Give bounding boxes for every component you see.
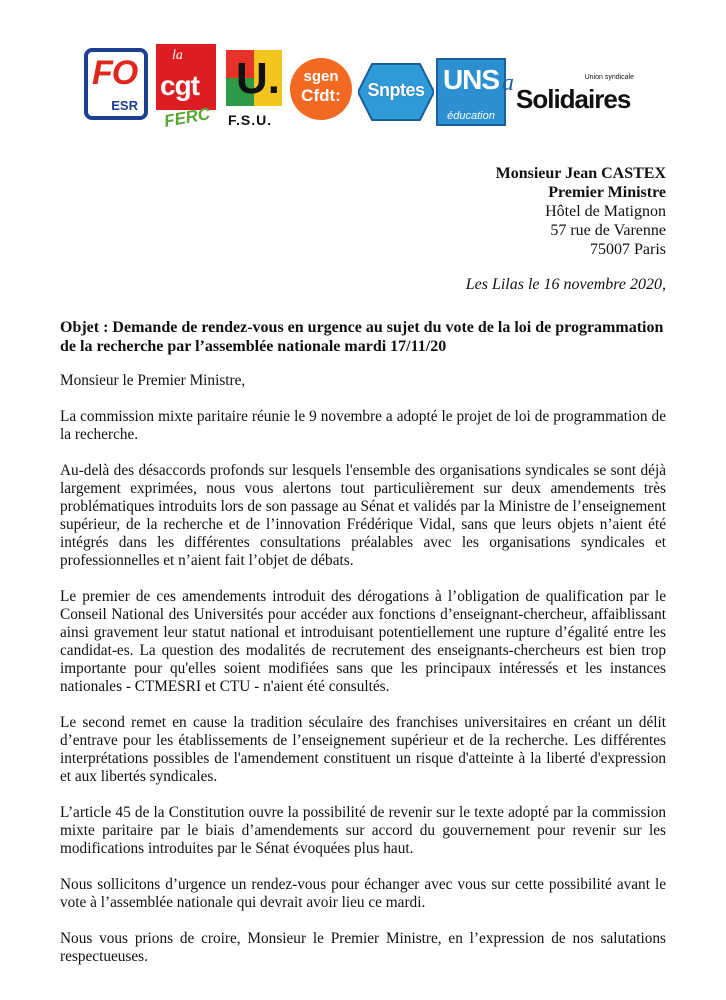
unsa-logo-subtext: éducation	[447, 110, 495, 122]
sgen-logo-line1: sgen	[303, 68, 339, 85]
paragraph-3: Le premier de ces amendements introduit des dérogations à l’obligation de qualification par le Conseil National des Universités pour accéder aux fonctions d’enseignant-chercheur, affaiblissant ainsi gravement leur statut national et introduisant potentiellement une rupture d’égalité entre les candidat-es. La question des modalités de recrutement des enseignants-chercheurs est bien trop importante pour qu'elles soient modifiées sans que les principaux intéressés et les instances nationales - CTMESRI et CTU - n'aient été consultés.	[60, 588, 666, 695]
solidaires-logo-text: Solidaires	[516, 84, 631, 114]
unsa-logo-a: a	[502, 70, 514, 96]
salutation: Monsieur le Premier Ministre,	[60, 372, 246, 389]
unsa-education-logo	[436, 58, 514, 126]
unsa-logo-text: UNS	[442, 64, 500, 95]
sgen-cfdt-logo	[290, 58, 352, 120]
letter-subject: Objet : Demande de rendez-vous en urgence au sujet du vote de la loi de programmation de la recherche par l’assemblée nationale mardi 17/11/20	[60, 319, 664, 355]
letter-date: Les Lilas le 16 novembre 2020,	[465, 276, 666, 293]
fo-esr-logo	[84, 48, 148, 120]
fsu-u-mark: U.	[236, 54, 280, 103]
union-logos-row	[80, 44, 650, 134]
paragraph-6: Nous sollicitons d’urgence un rendez-vous pour échanger avec vous sur cette possibilité avant le vote à l’assemblée nationale qui devrait avoir lieu ce mardi.	[60, 876, 666, 911]
paragraph-5: L’article 45 de la Constitution ouvre la possibilité de revenir sur le texte adopté par la commission mixte paritaire par le biais d’amendements sur accord du gouvernement pour revenir sur les modifications introduites par le Sénat évoquées plus haut.	[60, 804, 666, 857]
paragraph-1: La commission mixte paritaire réunie le 9 novembre a adopté le projet de loi de programmation de la recherche.	[60, 408, 666, 443]
paragraph-4: Le second remet en cause la tradition séculaire des franchises universitaires en créant un délit d’entrave pour les établissements de l’enseignement supérieur et de la recherche. Les différentes interprétations possibles de l'amendement constituent un risque d'atteinte à la liberté d'expression et aux libertés syndicales.	[60, 714, 666, 785]
solidaires-logo	[516, 74, 640, 124]
cgt-la-text: la	[172, 48, 183, 63]
fo-logo-text: FO	[92, 54, 138, 92]
snptes-logo-text: Snptes	[367, 80, 425, 100]
recipient-title: Premier Ministre	[548, 184, 666, 201]
solidaires-logo-small: Union syndicale	[584, 74, 634, 81]
cgt-ferc-text: FERC	[162, 104, 212, 131]
cgt-logo-text: cgt	[160, 70, 199, 101]
snptes-logo	[358, 62, 434, 122]
fsu-logo	[226, 44, 282, 132]
recipient-address-line2: 57 rue de Varenne	[550, 222, 666, 239]
sgen-logo-line2: Cfdt:	[301, 86, 341, 105]
fsu-logo-name: F.S.U.	[228, 112, 273, 128]
fo-logo-subtext: ESR	[111, 98, 138, 113]
recipient-name: Monsieur Jean CASTEX	[495, 165, 666, 182]
recipient-address-line3: 75007 Paris	[590, 241, 666, 258]
fsu-color-square	[226, 50, 282, 106]
paragraph-2: Au-delà des désaccords profonds sur lesquels l'ensemble des organisations syndicales se sont déjà largement exprimées, nous vous alertons tout particulièrement sur deux amendements très problématiques introduits lors de son passage au Sénat et validés par la Ministre de l’enseignement supérieur, de la recherche et de l’innovation Frédérique Vidal, sans que leurs objets n’aient été intégrés dans les différentes consultations préalables avec les organisations syndicales et professionnelles et n’aient fait l’objet de débats.	[60, 462, 666, 569]
closing-paragraph: Nous vous prions de croire, Monsieur le Premier Ministre, en l’expression de nos salutations respectueuses.	[60, 930, 666, 965]
cgt-ferc-logo	[156, 44, 218, 132]
recipient-address-line1: Hôtel de Matignon	[545, 203, 666, 220]
letter-body	[60, 372, 666, 984]
recipient-address-block	[496, 164, 666, 259]
